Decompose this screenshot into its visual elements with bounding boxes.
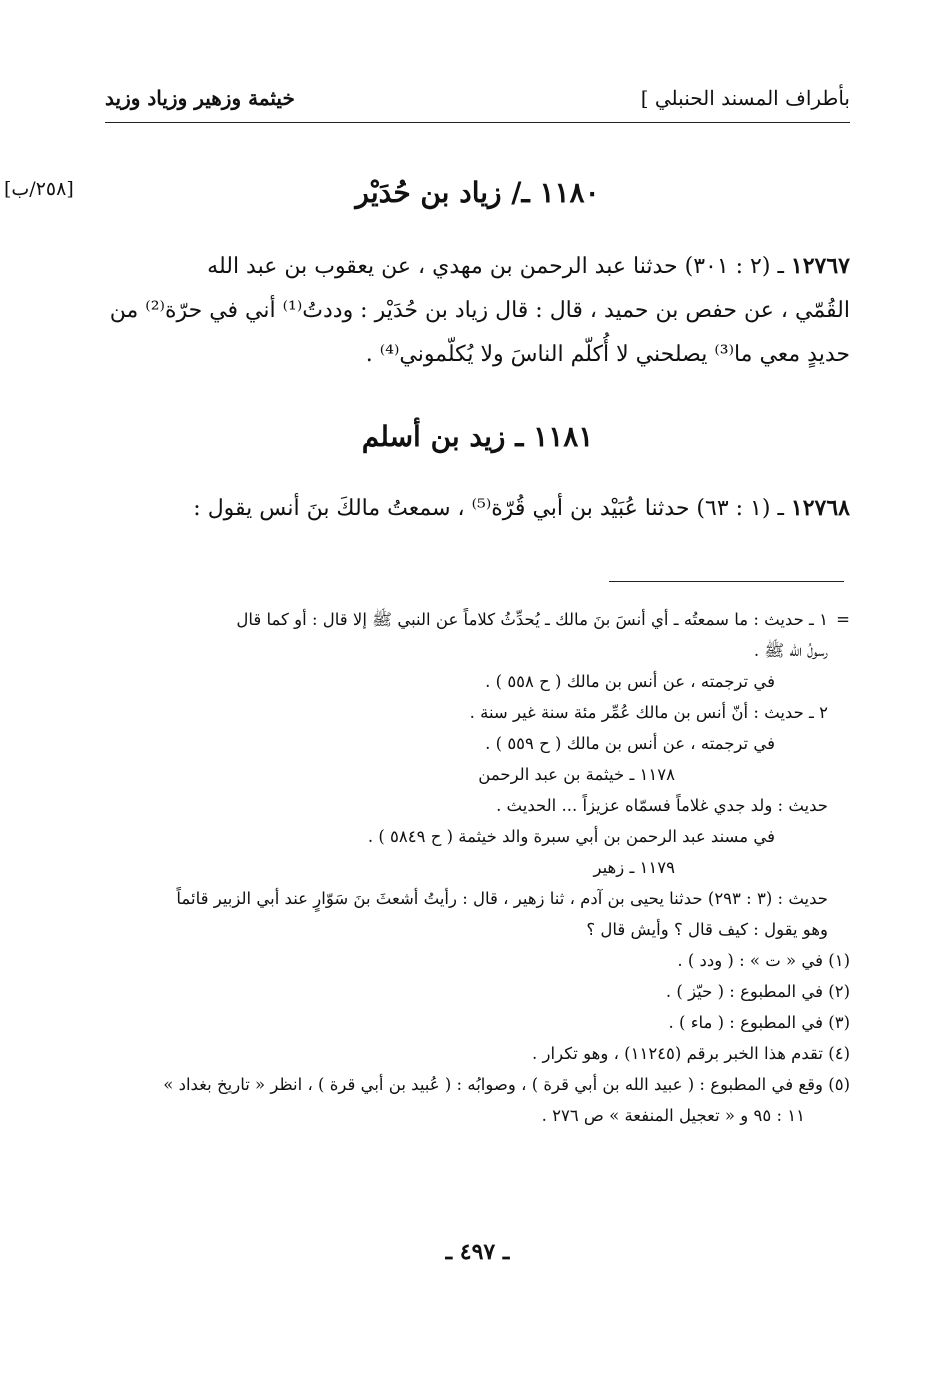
footnote-line: ٢ ـ حديث : أنّ أنس بن مالك عُمِّر مئة سنة غير سنة .: [469, 703, 828, 722]
footnote-line: =١ ـ حديث : ما سمعتُه ـ أي أنسَ بنَ مالك ـ يُحدِّثُ كلاماً عن النبي ﷺ إلا قال : أو كما قال: [105, 604, 850, 635]
footnote-line: في ترجمته ، عن أنس بن مالك ( ح ٥٥٨ ) .: [485, 672, 775, 691]
footnote-line: في مسند عبد الرحمن بن أبي سبرة والد خيثمة ( ح ٥٨٤٩ ) .: [367, 827, 775, 846]
footnote-line: ١١٧٨ ـ خيثمة بن عبد الرحمن: [478, 765, 675, 784]
footnote-line: (٤) تقدم هذا الخبر برقم (١١٢٤٥) ، وهو تكرار .: [532, 1044, 850, 1063]
header-book-title: بأطراف المسند الحنبلي ]: [640, 86, 850, 110]
header-rule: [105, 122, 850, 123]
entry-line: [105, 244, 850, 289]
footnote-line: ١١ : ٩٥ و « تعجيل المنفعة » ص ٢٧٦ .: [541, 1106, 805, 1125]
entry-number: ١٢٧٦٧: [790, 253, 850, 279]
section-heading-1181: ١١٨١ ـ زيد بن أسلم: [361, 420, 594, 453]
page-number: ـ ٤٩٧ ـ: [445, 1239, 510, 1265]
entry-12767: [105, 244, 850, 377]
entry-text: ـ (١ : ٦٣) حدثنا عُبَيْد بن أبي قُرّة⁽⁵⁾ ، سمعتُ مالكَ بنَ أنس يقول :: [193, 496, 784, 521]
continuation-marker: =: [836, 610, 850, 629]
entry-line: [105, 486, 850, 531]
footnote-line: حديث : (٣ : ٢٩٣) حدثنا يحيى بن آدم ، ثنا زهير ، قال : رأيتُ أشعثَ بنَ سَوّارٍ عند أبي الزبير قائماً: [176, 889, 828, 908]
footnote-line: في ترجمته ، عن أنس بن مالك ( ح ٥٥٩ ) .: [485, 734, 775, 753]
footnote-line: (١) في « ت » : ( ودد ) .: [677, 951, 850, 970]
footnotes: [105, 604, 850, 1131]
running-header: [105, 86, 850, 126]
footnote-line: حديث : ولد جدي غلاماً فسمّاه عزيزاً ... الحديث .: [496, 796, 828, 815]
entry-line: حديدٍ معي ما⁽³⁾ يصلحني لا أُكلّم الناسَ ولا يُكلّموني⁽⁴⁾ .: [365, 342, 850, 367]
entry-number: ١٢٧٦٨: [790, 495, 850, 521]
footnote-line: ١١٧٩ ـ زهير: [593, 858, 675, 877]
entry-text: ـ (٢ : ٣٠١) حدثنا عبد الرحمن بن مهدي ، عن يعقوب بن عبد الله: [207, 254, 784, 279]
footnote-separator: [609, 581, 844, 582]
entry-12768: [105, 486, 850, 531]
header-section-title: خيثمة وزهير وزياد وزيد: [105, 86, 295, 110]
manuscript-folio-ref: [٢٥٨/ب]: [4, 178, 74, 200]
footnote-line: رسولُ الله ﷺ .: [753, 641, 828, 660]
footnote-line: (٣) في المطبوع : ( ماء ) .: [668, 1013, 850, 1032]
entry-line: القُمّي ، عن حفص بن حميد ، قال : قال زياد بن حُدَيْر : وددتُ⁽¹⁾ أني في حرّة⁽²⁾ من: [109, 298, 850, 323]
footnote-line: (٢) في المطبوع : ( حيّز ) .: [665, 982, 850, 1001]
section-heading-1180: ١١٨٠ ـ/ زياد بن حُدَيْر: [355, 176, 600, 209]
footnote-line: (٥) وقع في المطبوع : ( عبيد الله بن أبي قرة ) ، وصوابُه : ( عُبيد بن أبي قرة ) ، انظر « تاريخ بغداد »: [163, 1075, 850, 1094]
footnote-line: وهو يقول : كيف قال ؟ وأيش قال ؟: [586, 920, 828, 939]
